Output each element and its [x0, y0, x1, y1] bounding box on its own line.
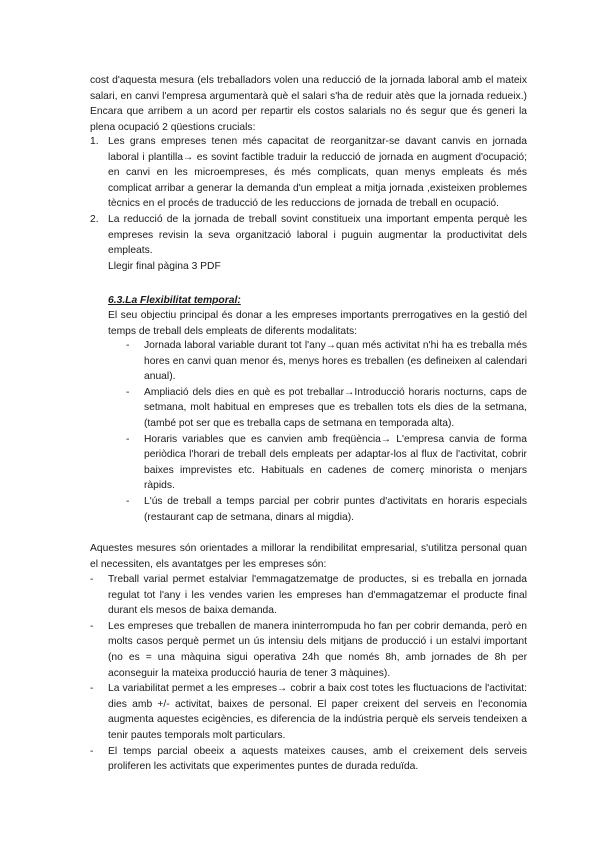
dash-bullet: - [90, 683, 94, 695]
list-item [90, 744, 527, 775]
list-item-text: L'ús de treball a temps parcial per cobrir puntes d'activitats en horaris especials (restaurant cap de setmana, dinars al migdia). [144, 495, 527, 523]
item-text: Les grans empreses tenen més capacitat de reorganitzar-se davant canvis en jornada laboral i plantilla→ es sovint factible traduir la reducció de jornada en augment d'ocupació; en canvi en les microempreses, és més complicats, quan menys empleats és més complicat arribar a generar la demanda d'un empleat a mitja jornada ,existeixen problemes tècnics en el procés de traducció de les reduccions de jornada de treball en ocupació. [108, 136, 527, 210]
item-number: 2. [90, 213, 99, 225]
numbered-list [90, 134, 527, 274]
dash-bullet: - [126, 495, 130, 507]
list-item-text: Horaris variables que es canvien amb freqüència→ L'empresa canvia de forma periòdica l'horari de treball dels empleats per adaptar-los al flux de l'activitat, cobrir baixes imprevistes etc. Habituals en cadenes de comerç minorista o menjars ràpids. [144, 433, 527, 492]
section-title: 6.3.La Flexibilitat temporal: [108, 295, 241, 306]
dash-bullet: - [90, 620, 94, 632]
list-item [90, 619, 527, 681]
list-item [90, 572, 527, 619]
advantages-list [90, 572, 527, 775]
list-item [108, 385, 527, 432]
section-intro: El seu objectiu principal és donar a les empreses importants prerrogatives en la gestió del temps de treball dels empleats de diferents modalitats: [108, 310, 527, 337]
dash-bullet: - [126, 340, 130, 351]
intro-paragraph: cost d'aquesta mesura (els treballadors volen una reducció de la jornada laboral amb el mateix salari, en canvi l'empresa argumentarà què el salari s'ha de reduir atès que la jornada redueix.) Encara que arribem a un acord per repartir els costos salarials no és segur que és generi la plena ocupació 2 qüestions crucials: [90, 75, 527, 133]
list-item [108, 494, 527, 525]
list-item [90, 681, 527, 743]
numbered-item [90, 212, 527, 274]
list-item-text: Les empreses que treballen de manera ininterrompuda ho fan per cobrir demanda, però en molts casos perquè permet un ús intensiu dels mitjans de producció i un estalvi important (no es = una màquina sigui operativa 24h que només 8h, amb jornades de 8h per aconseguir la mateixa producció hauria de tener 3 màquines). [108, 620, 527, 679]
flexibility-list [108, 338, 527, 525]
list-item-text: La variabilitat permet a les empreses→ cobrir a baix cost totes les fluctuacions de l'activitat: dies amb +/- activitat, baixes de personal. El paper creixent del serveis en l'economia augmenta aquestes ecigències, es diferencia de la indústria perquè els serveis tendeixen a tenir pautes temporals molt particulars. [108, 683, 527, 741]
list-item-text: El temps parcial obeeix a aquests mateixes causes, amb el creixement dels serveis proliferen les activitats que experimentes puntes de durada reduïda. [108, 745, 527, 773]
list-item-text: Treball varial permet estalviar l'emmagatzematge de productes, si es treballa en jornada regulat tot l'any i les vendes varien les empreses han d'emmagatzemar el producte final durant els mesos de baixa demanda. [108, 574, 527, 617]
pdf-note: Llegir final pàgina 3 PDF [108, 260, 221, 272]
list-item [108, 338, 527, 385]
list-item-text: Ampliació dels dies en què es pot treballar→Introducció horaris nocturns, caps de setmana, molt habitual en empreses que es treballen tots els dies de la setmana, (també pot ser que es treballa caps de setmana en temporada alta). [144, 386, 527, 429]
dash-bullet: - [90, 745, 94, 757]
measures-paragraph: Aquestes mesures són orientades a millorar la rendibilitat empresarial, s'utilitza personal quan el necessiten, els avantatges per les empreses són: [90, 543, 527, 570]
list-item [108, 432, 527, 494]
dash-bullet: - [90, 574, 94, 585]
dash-bullet: - [126, 386, 130, 398]
item-text: La reducció de la jornada de treball sovint constitueix una important empenta perquè les empreses revisin la seva organització laboral i puguin augmentar la productivitat dels empleats. [108, 213, 527, 257]
numbered-item [90, 134, 527, 212]
dash-bullet: - [126, 433, 130, 445]
list-item-text: Jornada laboral variable durant tot l'any→quan més activitat n'hi ha es treballa més hores en canvi quan menor és, menys hores es treballen (es defineixen al calendari anual). [144, 340, 527, 383]
item-number: 1. [90, 136, 99, 147]
